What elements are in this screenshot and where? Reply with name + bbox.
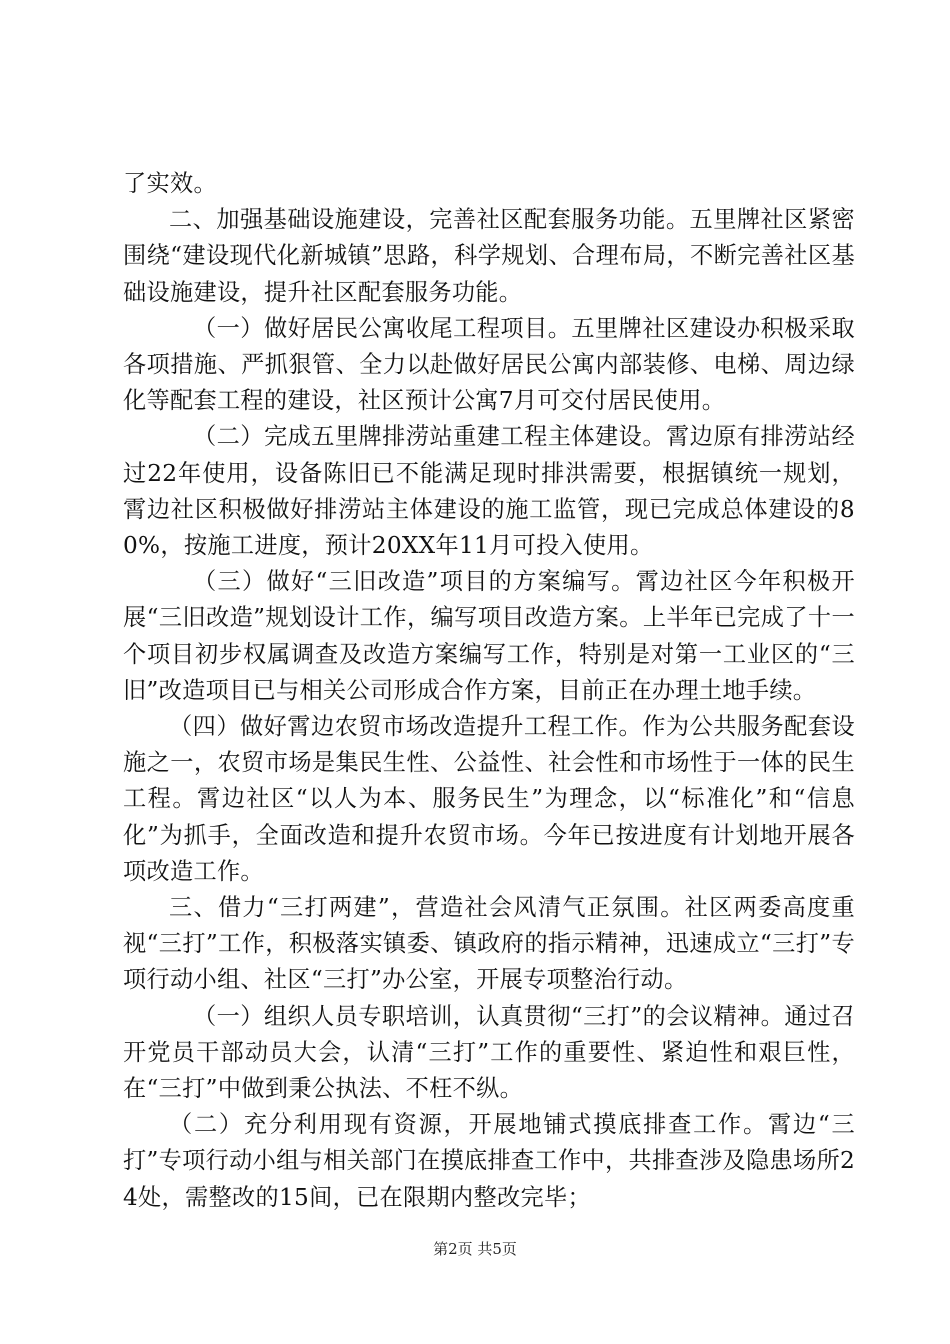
paragraph-section-two: 二、加强基础设施建设，完善社区配套服务功能。五里牌社区紧密围绕“建设现代化新城镇”思路，科学规划、合理布局，不断完善社区基础设施建设，提升社区配套服务功能。 — [123, 206, 855, 306]
paragraph-item-2-4: （四）做好霄边农贸市场改造提升工程工作。作为公共服务配套设施之一，农贸市场是集民生性、公益性、社会性和市场性于一体的民生工程。霄边社区“以人为本、服务民生”为理念，以“标准化”和“信息化”为抓手，全面改造和提升农贸市场。今年已按进度有计划地开展各项改造工作。 — [123, 713, 855, 885]
paragraph-item-3-1: （一）组织人员专职培训，认真贯彻“三打”的会议精神。通过召开党员干部动员大会，认清“三打”工作的重要性、紧迫性和艰巨性，在“三打”中做到秉公执法、不枉不纵。 — [123, 1002, 855, 1103]
document-body — [123, 166, 855, 1216]
paragraph-item-3-2: （二）充分利用现有资源，开展地铺式摸底排查工作。霄边“三打”专项行动小组与相关部门在摸底排查工作中，共排查涉及隐患场所24处，需整改的15间，已在限期内整改完毕； — [123, 1111, 856, 1211]
paragraph-section-three: 三、借力“三打两建”，营造社会风清气正氛围。社区两委高度重视“三打”工作，积极落实镇委、镇政府的指示精神，迅速成立“三打”专项行动小组、社区“三打”办公室，开展专项整治行动。 — [123, 894, 855, 994]
page-number-footer: 第2页 共5页 — [433, 1240, 517, 1258]
paragraph-item-2-1: （一）做好居民公寓收尾工程项目。五里牌社区建设办积极采取各项措施、严抓狠管、全力以赴做好居民公寓内部装修、电梯、周边绿化等配套工程的建设，社区预计公寓7月可交付居民使用。 — [123, 314, 855, 415]
paragraph-continuation: 了实效。 — [123, 170, 217, 197]
paragraph-item-2-3: （三）做好“三旧改造”项目的方案编写。霄边社区今年积极开展“三旧改造”规划设计工作，编写项目改造方案。上半年已完成了十一个项目初步权属调查及改造方案编写工作，特别是对第一工业区的“三旧”改造项目已与相关公司形成合作方案，目前正在办理土地手续。 — [123, 568, 855, 704]
paragraph-item-2-2: （二）完成五里牌排涝站重建工程主体建设。霄边原有排涝站经过22年使用，设备陈旧已不能满足现时排洪需要，根据镇统一规划，霄边社区积极做好排涝站主体建设的施工监管，现已完成总体建设的80%，按施工进度，预计20XX年11月可投入使用。 — [123, 423, 855, 560]
